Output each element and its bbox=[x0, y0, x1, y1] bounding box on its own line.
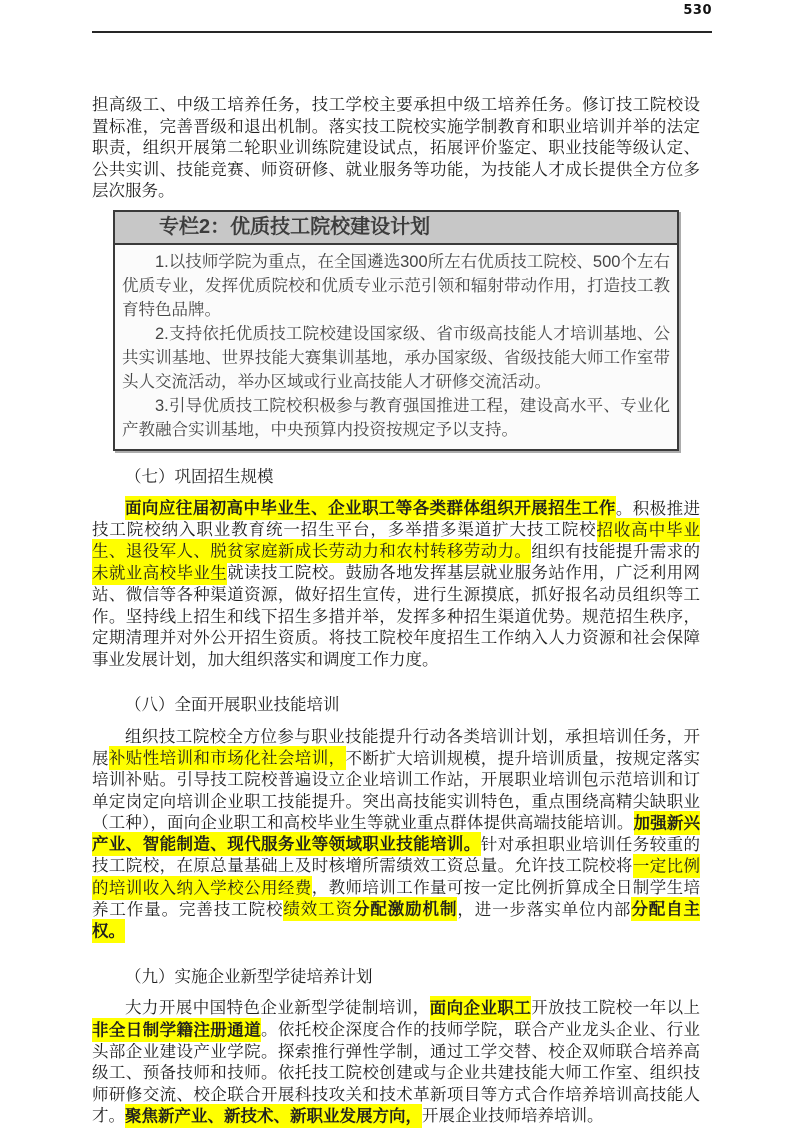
intro-paragraph: 担高级工、中级工培养任务，技工学校主要承担中级工培养任务。修订技工院校设置标准，完善晋级和退出机制。落实技工院校实施学制教育和职业培训并举的法定职责，组织开展第二轮职业训练院建设试点，拓展评价鉴定、职业技能等级认定、公共实训、技能竞赛、师资研修、就业服务等功能，为技能人才成长提供全方位多层次服务。 bbox=[92, 95, 700, 201]
highlighted-text: 非全日制学籍注册通道 bbox=[92, 1018, 261, 1042]
header-rule bbox=[92, 31, 712, 33]
highlighted-text: 加强新兴产业、智能制造、现代服务业等领域职业技能培训。 bbox=[92, 811, 700, 857]
section-paragraph-9 bbox=[92, 997, 700, 1127]
body-text: 大力开展中国特色企业新型学徒制培训， bbox=[125, 998, 430, 1018]
highlighted-text: 分配激励机制 bbox=[353, 897, 457, 921]
column-box-body bbox=[115, 245, 677, 449]
body-text: 组织技工院校全方位参与职业技能提升行动各类培训计划，承担培训任务，开展 bbox=[92, 726, 700, 768]
body-text: ，教师培训工作量可按一定比例折算成全日制学生培养工作量。完善技工院校 bbox=[92, 878, 701, 919]
body-text: 针对承担职业培训任务较重的技工院校，在原总量基础上及时核增所需绩效工资总量。允许技工院校将 bbox=[92, 834, 701, 876]
page-number: 530 bbox=[683, 3, 712, 18]
highlighted-text: 绩效工资 bbox=[283, 897, 353, 921]
highlighted-text: 一定比例的培训收入纳入学校公用经费 bbox=[92, 854, 700, 900]
column-box-item: 3.引导优质技工院校积极参与教育强国推进工程，建设高水平、专业化产教融合实训基地，中央预算内投资按规定予以支持。 bbox=[122, 396, 670, 439]
body-text: 不断扩大培训规模，提升培训质量，按规定落实培训补贴。引导技工院校普遍设立企业培训工作站，开展职业培训包示范培训和订单定岗定向培训企业职工技能提升。突出高技能实训特色，重点围绕高精尖缺职业（工种），面向企业职工和高校毕业生等就业重点群体提供高端技能培训。 bbox=[92, 748, 701, 833]
section-heading-9: （九）实施企业新型学徒培养计划 bbox=[125, 966, 373, 986]
body-text: 开展企业技师培养培训。 bbox=[422, 1106, 604, 1126]
highlighted-text: 未就业高校毕业生 bbox=[92, 561, 227, 585]
body-text: ，进一步落实单位内部 bbox=[457, 899, 632, 919]
highlighted-text: 面向企业职工 bbox=[430, 996, 532, 1020]
section-heading-8: （八）全面开展职业技能培训 bbox=[125, 695, 340, 715]
body-text: 。积极推进技工院校纳入职业教育统一招生平台，多举措多渠道扩大技工院校 bbox=[92, 498, 701, 540]
highlighted-text: 分配自主权。 bbox=[92, 897, 700, 943]
body-text: 开放技工院校一年以上 bbox=[531, 998, 701, 1018]
body-text: 组织有技能提升需求的 bbox=[531, 541, 701, 561]
body-text: 就读技工院校。鼓励各地发挥基层就业服务站作用，广泛利用网站、微信等各种渠道资源，做好招生宣传，进行生源摸底，抓好报名动员组织等工作。坚持线上招生和线下招生多措并举，发挥多种招生渠道优势。规范招生秩序，定期清理并对外公开招生资质。将技工院校年度招生工作纳入人力资源和社会保障事业发展计划，加大组织落实和调度工作力度。 bbox=[92, 563, 701, 669]
column-box bbox=[113, 210, 679, 451]
section-heading-7: （七）巩固招生规模 bbox=[125, 466, 274, 486]
section-paragraph-7 bbox=[92, 498, 700, 671]
highlighted-text: 聚焦新产业、新技术、新职业发展方向， bbox=[125, 1104, 422, 1128]
highlighted-text: 面向应往届初高中毕业生、企业职工等各类群体组织开展招生工作 bbox=[125, 496, 616, 520]
highlighted-text: 招收高中毕业生、退役军人、脱贫家庭新成长劳动力和农村转移劳动力。 bbox=[92, 518, 700, 564]
column-box-item: 2.支持依托优质技工院校建设国家级、省市级高技能人才培训基地、公共实训基地、世界技能大赛集训基地，承办国家级、省级技能大师工作室带头人交流活动，举办区域或行业高技能人才研修交流活动。 bbox=[122, 324, 670, 391]
highlighted-text: 补贴性培训和市场化社会培训， bbox=[109, 746, 346, 770]
page-content bbox=[92, 94, 700, 1127]
body-text: 。依托校企深度合作的技师学院，联合产业龙头企业、行业头部企业建设产业学院。探索推行弹性学制，通过工学交替、校企双师联合培养高级工、预备技师和技师。依托技工院校创建或与企业共建技能大师工作室、组织技师研修交流、校企联合开展科技攻关和技术革新项目等方式合作培养培训高技能人才。 bbox=[92, 1020, 701, 1126]
column-box-title: 专栏2：优质技工院校建设计划 bbox=[115, 212, 677, 245]
section-paragraph-8 bbox=[92, 726, 700, 942]
column-box-item: 1.以技师学院为重点，在全国遴选300所左右优质技工院校、500个左右优质专业，发挥优质院校和优质专业示范引领和辐射带动作用，打造技工教育特色品牌。 bbox=[122, 252, 670, 319]
